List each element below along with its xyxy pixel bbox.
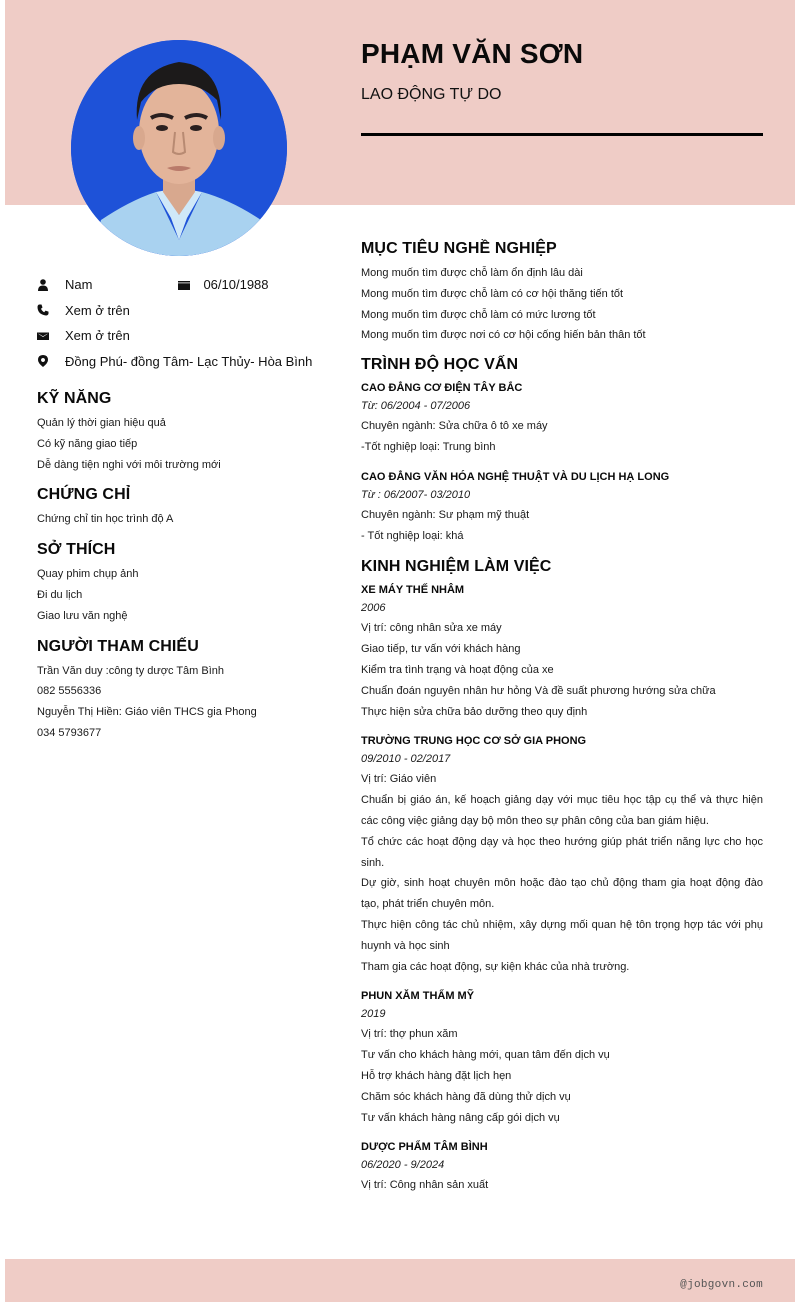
watermark[interactable]: @jobgovn.com (680, 1279, 763, 1291)
person-icon (37, 279, 65, 291)
section-title: KINH NGHIỆM LÀM VIỆC (361, 558, 552, 576)
school-name: CAO ĐẲNG CƠ ĐIỆN TÂY BẮC (361, 382, 523, 395)
experience-entry (361, 732, 763, 977)
experience-entry (361, 987, 763, 1128)
list-item: Mong muốn tìm được chỗ làm ổn định lâu dài (361, 267, 583, 279)
school-name: CAO ĐẲNG VĂN HÓA NGHỆ THUẬT VÀ DU LỊCH HẠ LONG (361, 470, 670, 483)
list-item: Giao lưu văn nghệ (37, 609, 128, 622)
address-value: Đồng Phú- đồng Tâm- Lạc Thủy- Hòa Bình (65, 353, 313, 369)
education-entry (361, 379, 763, 458)
entry-date: Từ : 06/2007- 03/2010 (361, 488, 471, 501)
contact-row-email (37, 323, 337, 349)
entry-line: Thực hiện công tác chủ nhiệm, xây dựng mối quan hệ tôn trọng hợp tác với phụ huynh và học sinh (361, 918, 763, 952)
left-column (37, 272, 337, 744)
entry-line: Chuyên ngành: Sửa chữa ô tô xe máy (361, 420, 548, 433)
entry-date: 06/2020 - 9/2024 (361, 1159, 445, 1172)
section-title: NGƯỜI THAM CHIẾU (37, 637, 199, 655)
map-pin-icon (37, 355, 65, 367)
footer-band (5, 1259, 795, 1302)
list-item: Trần Văn duy :công ty dược Tâm Bình (37, 664, 224, 677)
job-title: LAO ĐỘNG TỰ DO (361, 86, 502, 103)
contact-info (37, 272, 337, 374)
entry-line: -Tốt nghiệp loại: Trung bình (361, 440, 496, 453)
contact-row-gender-dob (37, 272, 337, 298)
profile-photo (71, 40, 287, 256)
list-item: 082 5556336 (37, 685, 102, 698)
candidate-name: PHẠM VĂN SƠN (361, 38, 584, 69)
entry-line: Tổ chức các hoạt động dạy và học theo hướng giúp phát triển năng lực cho học sinh. (361, 835, 763, 869)
avatar (71, 40, 287, 256)
entry-line: Dự giờ, sinh hoạt chuyên môn hoặc đào tạo chủ động tham gia hoạt động đào tạo, phát triển chuyên môn. (361, 877, 763, 911)
entry-line: Chuẩn bị giáo án, kế hoạch giảng dạy với mục tiêu học tập cụ thể và thực hiện các công việc giảng dạy bộ môn theo sự phân công của ban giám hiệu. (361, 794, 763, 827)
education-section (361, 356, 763, 546)
list-item: Chứng chỉ tin học trình độ A (37, 513, 174, 526)
entry-line: Tư vấn cho khách hàng mới, quan tâm đến dịch vụ (361, 1049, 610, 1062)
experience-section (361, 558, 763, 1196)
entry-line: Thực hiện sửa chữa bảo dưỡng theo quy định (361, 705, 588, 718)
skills-section (37, 390, 337, 475)
entry-date: Từ: 06/2004 - 07/2006 (361, 400, 471, 413)
title-divider (361, 133, 763, 136)
company-name: PHUN XĂM THẨM MỸ (361, 990, 475, 1003)
entry-line: Vị trí: thợ phun xăm (361, 1028, 458, 1041)
envelope-icon (37, 330, 65, 342)
section-title: MỤC TIÊU NGHỀ NGHIỆP (361, 240, 557, 257)
entry-line: Vị trí: công nhân sửa xe máy (361, 622, 502, 635)
company-name: XE MÁY THẾ NHÂM (361, 584, 465, 597)
education-entry (361, 468, 763, 547)
entry-line: Chăm sóc khách hàng đã dùng thử dịch vụ (361, 1090, 571, 1103)
hobbies-section (37, 541, 337, 626)
entry-date: 2019 (361, 1008, 386, 1021)
list-item: Nguyễn Thị Hiền: Giáo viên THCS gia Phong (37, 706, 257, 719)
entry-date: 2006 (361, 602, 386, 615)
list-item: Mong muốn tìm được nơi có cơ hội cống hiến bản thân tốt (361, 329, 646, 342)
entry-line: - Tốt nghiệp loại: khá (361, 529, 464, 542)
section-title: SỞ THÍCH (37, 541, 116, 559)
right-column (361, 240, 763, 1206)
entry-line: Kiểm tra tình trạng và hoạt động của xe (361, 663, 554, 676)
experience-entry (361, 581, 763, 722)
calendar-icon (178, 279, 203, 291)
company-name: TRƯỜNG TRUNG HỌC CƠ SỞ GIA PHONG (361, 735, 587, 748)
phone-icon (37, 304, 65, 316)
list-item: Mong muốn tìm được chỗ làm có mức lương tốt (361, 308, 596, 321)
list-item: 034 5793677 (37, 726, 102, 739)
contact-row-address (37, 349, 337, 375)
list-item: Dễ dàng tiện nghi với môi trường mới (37, 458, 221, 471)
contact-row-phone (37, 298, 337, 324)
section-title: KỸ NĂNG (37, 390, 112, 407)
entry-line: Vị trí: Công nhân sản xuất (361, 1179, 489, 1192)
entry-date: 09/2010 - 02/2017 (361, 753, 451, 766)
section-title: TRÌNH ĐỘ HỌC VẤN (361, 356, 519, 374)
certificates-section (37, 486, 337, 530)
gender-value: Nam (65, 277, 93, 293)
email-value: Xem ở trên (65, 328, 130, 344)
list-item: Có kỹ năng giao tiếp (37, 437, 138, 450)
company-name: DƯỢC PHẨM TÂM BÌNH (361, 1141, 488, 1154)
dob-value: 06/10/1988 (203, 277, 269, 293)
experience-entry (361, 1138, 763, 1196)
entry-line: Giao tiếp, tư vấn với khách hàng (361, 643, 521, 656)
entry-line: Tư vấn khách hàng nâng cấp gói dịch vụ (361, 1111, 560, 1124)
section-title: CHỨNG CHỈ (37, 486, 131, 504)
list-item: Quay phim chụp ảnh (37, 568, 139, 581)
phone-value: Xem ở trên (65, 302, 130, 318)
entry-line: Vị trí: Giáo viên (361, 773, 437, 786)
entry-line: Chuyên ngành: Sư phạm mỹ thuật (361, 508, 530, 521)
entry-line: Chuẩn đoán nguyên nhân hư hỏng Và đề suất phương hướng sửa chữa (361, 684, 716, 697)
list-item: Đi du lịch (37, 588, 83, 601)
list-item: Quản lý thời gian hiệu quả (37, 417, 166, 429)
entry-line: Hỗ trợ khách hàng đặt lịch hẹn (361, 1069, 512, 1082)
references-section (37, 638, 337, 744)
entry-line: Tham gia các hoạt động, sự kiện khác của nhà trường. (361, 960, 630, 973)
list-item: Mong muốn tìm được chỗ làm có cơ hội thăng tiến tốt (361, 287, 624, 300)
career-goal-section (361, 240, 763, 346)
